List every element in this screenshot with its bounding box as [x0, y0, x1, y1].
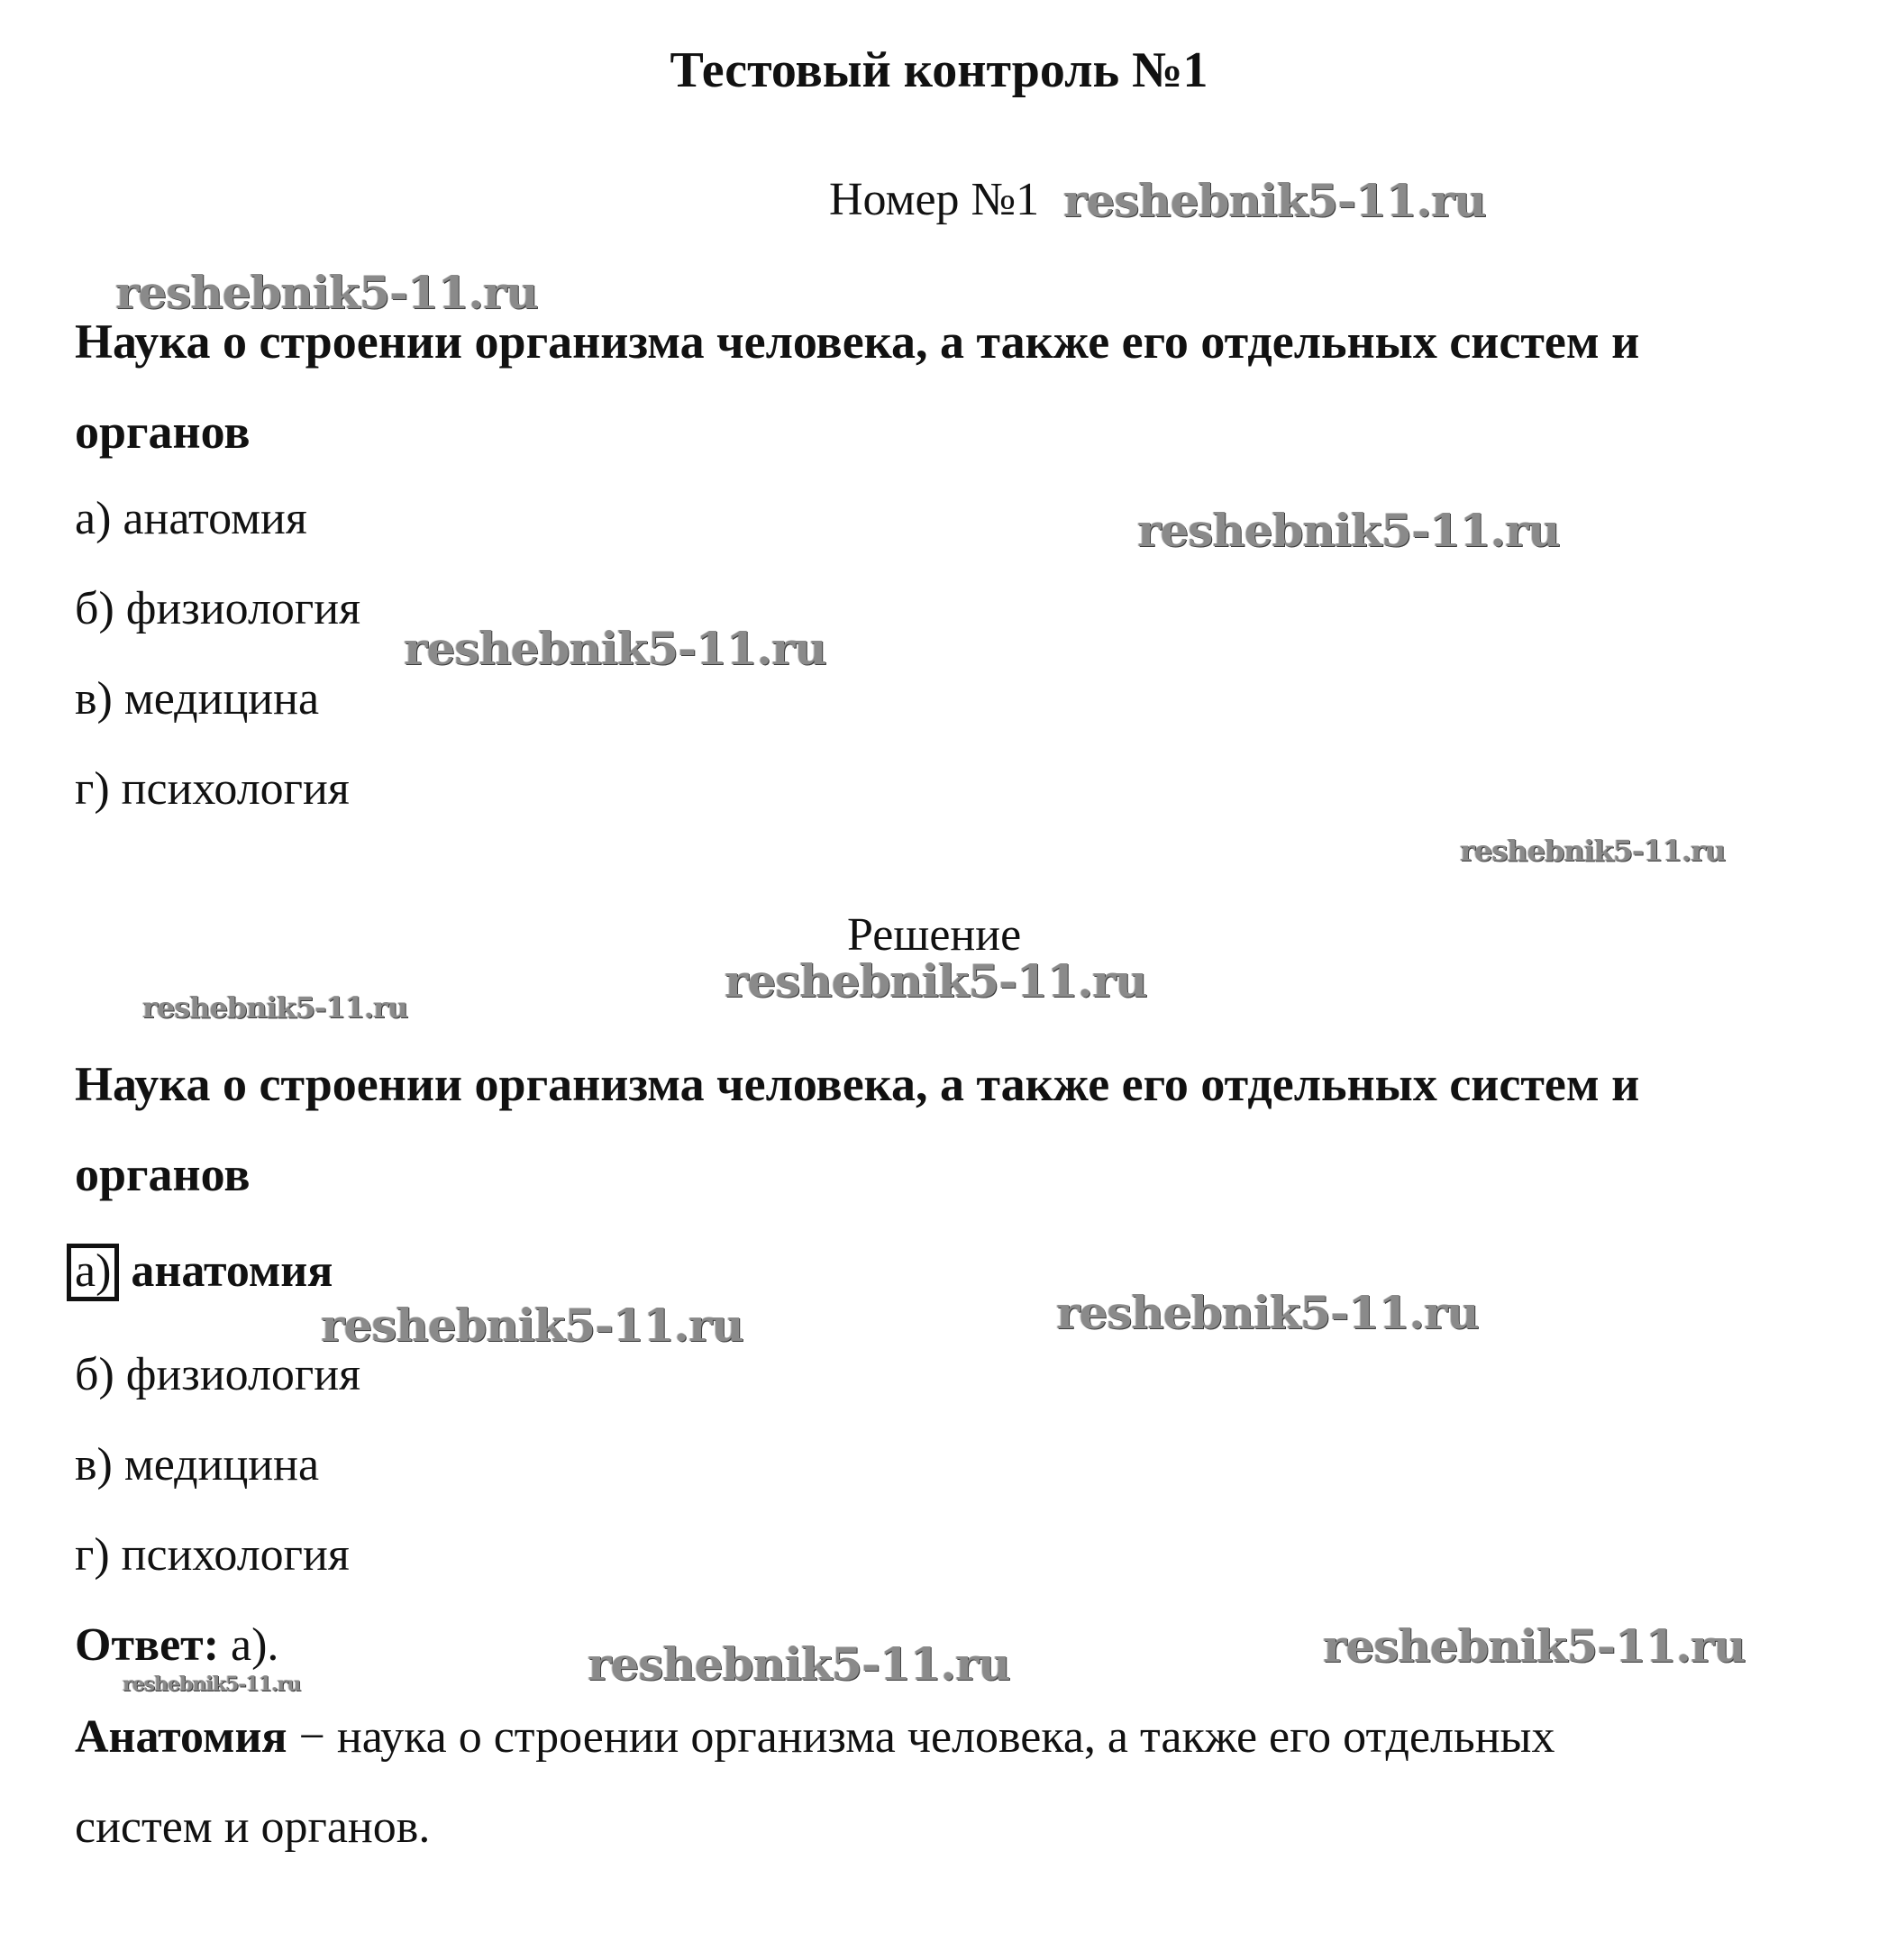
option-d-text: психология: [121, 763, 350, 815]
watermark: reshebnik5-11.ru: [1460, 834, 1726, 868]
solution-option-d-text: психология: [121, 1529, 350, 1581]
solution-option-d: [75, 1529, 350, 1581]
watermark: reshebnik5-11.ru: [1056, 1286, 1479, 1339]
explanation-line-1: [75, 1711, 1555, 1763]
answer-line: [75, 1619, 279, 1671]
solution-option-c-text: медицина: [123, 1439, 320, 1491]
option-b-letter: б): [75, 583, 114, 634]
watermark: reshebnik5-11.ru: [321, 1299, 743, 1352]
option-b-text: физиология: [125, 583, 361, 634]
solution-option-b-text: физиология: [125, 1349, 361, 1400]
solution-option-a: [75, 1244, 333, 1301]
watermark: reshebnik5-11.ru: [1063, 174, 1486, 227]
solution-option-c-letter: в): [75, 1439, 113, 1491]
watermark: reshebnik5-11.ru: [588, 1637, 1010, 1691]
question-line-1: Наука о строении организма человека, а также его отдельных систем и: [75, 315, 1640, 369]
option-c-letter: в): [75, 673, 113, 725]
selected-answer-box: а): [67, 1244, 119, 1301]
solution-heading: Решение: [847, 909, 1022, 961]
option-d: [75, 763, 350, 815]
explanation-line-2: систем и органов.: [75, 1801, 431, 1853]
option-c: [75, 673, 320, 725]
solution-option-d-letter: г): [75, 1529, 110, 1581]
watermark: reshebnik5-11.ru: [1323, 1619, 1746, 1673]
solution-question-line-2: органов: [75, 1147, 251, 1201]
option-c-text: медицина: [123, 673, 320, 725]
option-a-letter: а): [75, 493, 112, 544]
number-label: Номер №1: [829, 174, 1040, 225]
solution-option-a-text: анатомия: [131, 1245, 333, 1297]
explanation-text: − наука о строении организма человека, а также его отдельных: [287, 1711, 1555, 1763]
solution-question-line-1: Наука о строении организма человека, а также его отдельных систем и: [75, 1057, 1640, 1111]
watermark: reshebnik5-11.ru: [115, 266, 538, 319]
solution-option-b: [75, 1349, 361, 1400]
option-a: [75, 493, 307, 544]
option-d-letter: г): [75, 763, 110, 815]
solution-option-c: [75, 1439, 320, 1491]
page-title: Тестовый контроль №1: [670, 42, 1208, 98]
answer-label: Ответ:: [75, 1619, 220, 1671]
watermark: reshebnik5-11.ru: [725, 954, 1147, 1007]
watermark: reshebnik5-11.ru: [142, 990, 408, 1025]
explanation-term: Анатомия: [75, 1711, 287, 1763]
watermark: reshebnik5-11.ru: [404, 622, 826, 675]
answer-value: а).: [231, 1619, 279, 1671]
question-line-2: органов: [75, 405, 251, 459]
option-a-text: анатомия: [123, 493, 307, 544]
solution-option-b-letter: б): [75, 1349, 114, 1400]
watermark: reshebnik5-11.ru: [1137, 504, 1560, 557]
watermark: reshebnik5-11.ru: [123, 1673, 301, 1696]
option-b: [75, 583, 361, 634]
